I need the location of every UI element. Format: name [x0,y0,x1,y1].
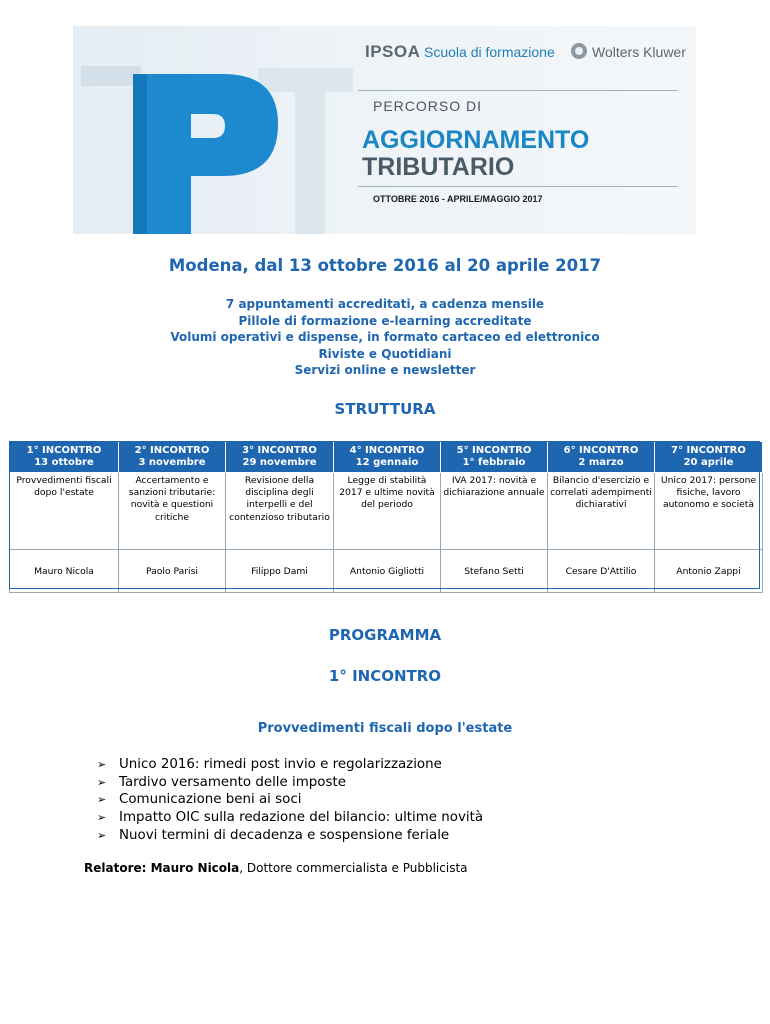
incontro-heading: 1° INCONTRO [328,667,442,685]
wolters-kluwer-brand: Wolters Kluwer [592,44,686,60]
speaker-line [84,861,468,875]
arrow-bullet-icon: ➢ [97,793,107,807]
table-header-cell: 4° INCONTRO 12 gennaio [334,442,441,473]
table-cell-speaker: Cesare D'Attilio [548,550,655,593]
feature-item: Volumi operativi e dispense, in formato cartaceo ed elettronico [170,330,600,344]
table-header-cell: 2° INCONTRO 3 novembre [119,442,226,473]
scuola-brand: Scuola di formazione [424,44,555,60]
program-intro: PERCORSO DI [373,98,483,114]
p-logo-graphic [73,26,373,234]
table-cell-speaker: Antonio Gigliotti [334,550,441,593]
list-item: ➢ Unico 2016: rimedi post invio e regolarizzazione [97,757,442,772]
wolters-kluwer-logo-icon [570,42,588,60]
program-dates: OTTOBRE 2016 - APRILE/MAGGIO 2017 [373,194,543,204]
table-cell-topic: Bilancio d'esercizio e correlati adempimenti dichiarativi [548,473,655,550]
table-header-cell: 1° INCONTRO 13 ottobre [10,442,119,473]
table-cell-topic: Accertamento e sanzioni tributarie: novità e questioni critiche [119,473,226,550]
table-cell-speaker: Stefano Setti [441,550,548,593]
table-cell-topic: Legge di stabilità 2017 e ultime novità del periodo [334,473,441,550]
table-header-cell: 5° INCONTRO 1° febbraio [441,442,548,473]
table-row-speakers [10,550,763,593]
header-banner [73,26,696,234]
bullet-list [97,756,483,845]
table-cell-speaker: Antonio Zappi [655,550,763,593]
list-item: ➢ Tardivo versamento delle imposte [97,774,346,790]
ipsoa-brand: IPSOA [365,42,421,61]
table-header-row [10,442,763,473]
arrow-bullet-icon: ➢ [97,811,107,825]
topic-heading: Provvedimenti fiscali dopo l'estate [257,721,513,736]
feature-item: Servizi online e newsletter [294,363,476,377]
table-cell-topic: IVA 2017: novità e dichiarazione annuale [441,473,548,550]
table-header-cell: 3° INCONTRO 29 novembre [226,442,334,473]
page-title: Modena, dal 13 ottobre 2016 al 20 aprile 2017 [168,256,602,275]
arrow-bullet-icon: ➢ [97,775,107,789]
list-item: ➢ Comunicazione beni ai soci [97,792,302,808]
divider [358,186,678,187]
list-item: ➢ Impatto OIC sulla redazione del bilancio: ultime novità [97,810,484,826]
programma-heading: PROGRAMMA [328,626,442,644]
table-row-topics [10,473,763,550]
table-cell-speaker: Paolo Parisi [119,550,226,593]
table-header-cell: 7° INCONTRO 20 aprile [655,442,763,473]
struttura-heading: STRUTTURA [334,400,436,418]
feature-item: Riviste e Quotidiani [318,346,452,361]
table-cell-topic: Revisione della disciplina degli interpelli e del contenzioso tributario [226,473,334,550]
features-list [0,296,770,379]
program-title-line1: AGGIORNAMENTO [362,126,590,154]
divider [358,90,678,91]
feature-item: 7 appuntamenti accreditati, a cadenza mensile [225,297,545,311]
speaker-description: , Dottore commercialista e Pubblicista [239,861,468,875]
speaker-label: Relatore: Mauro Nicola [84,861,240,875]
table-cell-topic: Unico 2017: persone fisiche, lavoro autonomo e società [655,473,763,550]
table-cell-speaker: Mauro Nicola [10,550,119,593]
arrow-bullet-icon: ➢ [97,828,107,842]
table-cell-speaker: Filippo Dami [226,550,334,593]
program-title-line2: TRIBUTARIO [362,153,515,181]
table-header-cell: 6° INCONTRO 2 marzo [548,442,655,473]
schedule-table [9,441,763,593]
list-item: ➢ Nuovi termini di decadenza e sospensione feriale [97,827,450,843]
table-cell-topic: Provvedimenti fiscali dopo l'estate [10,473,119,550]
arrow-bullet-icon: ➢ [97,758,107,771]
feature-item: Pillole di formazione e-learning accreditate [238,313,532,328]
